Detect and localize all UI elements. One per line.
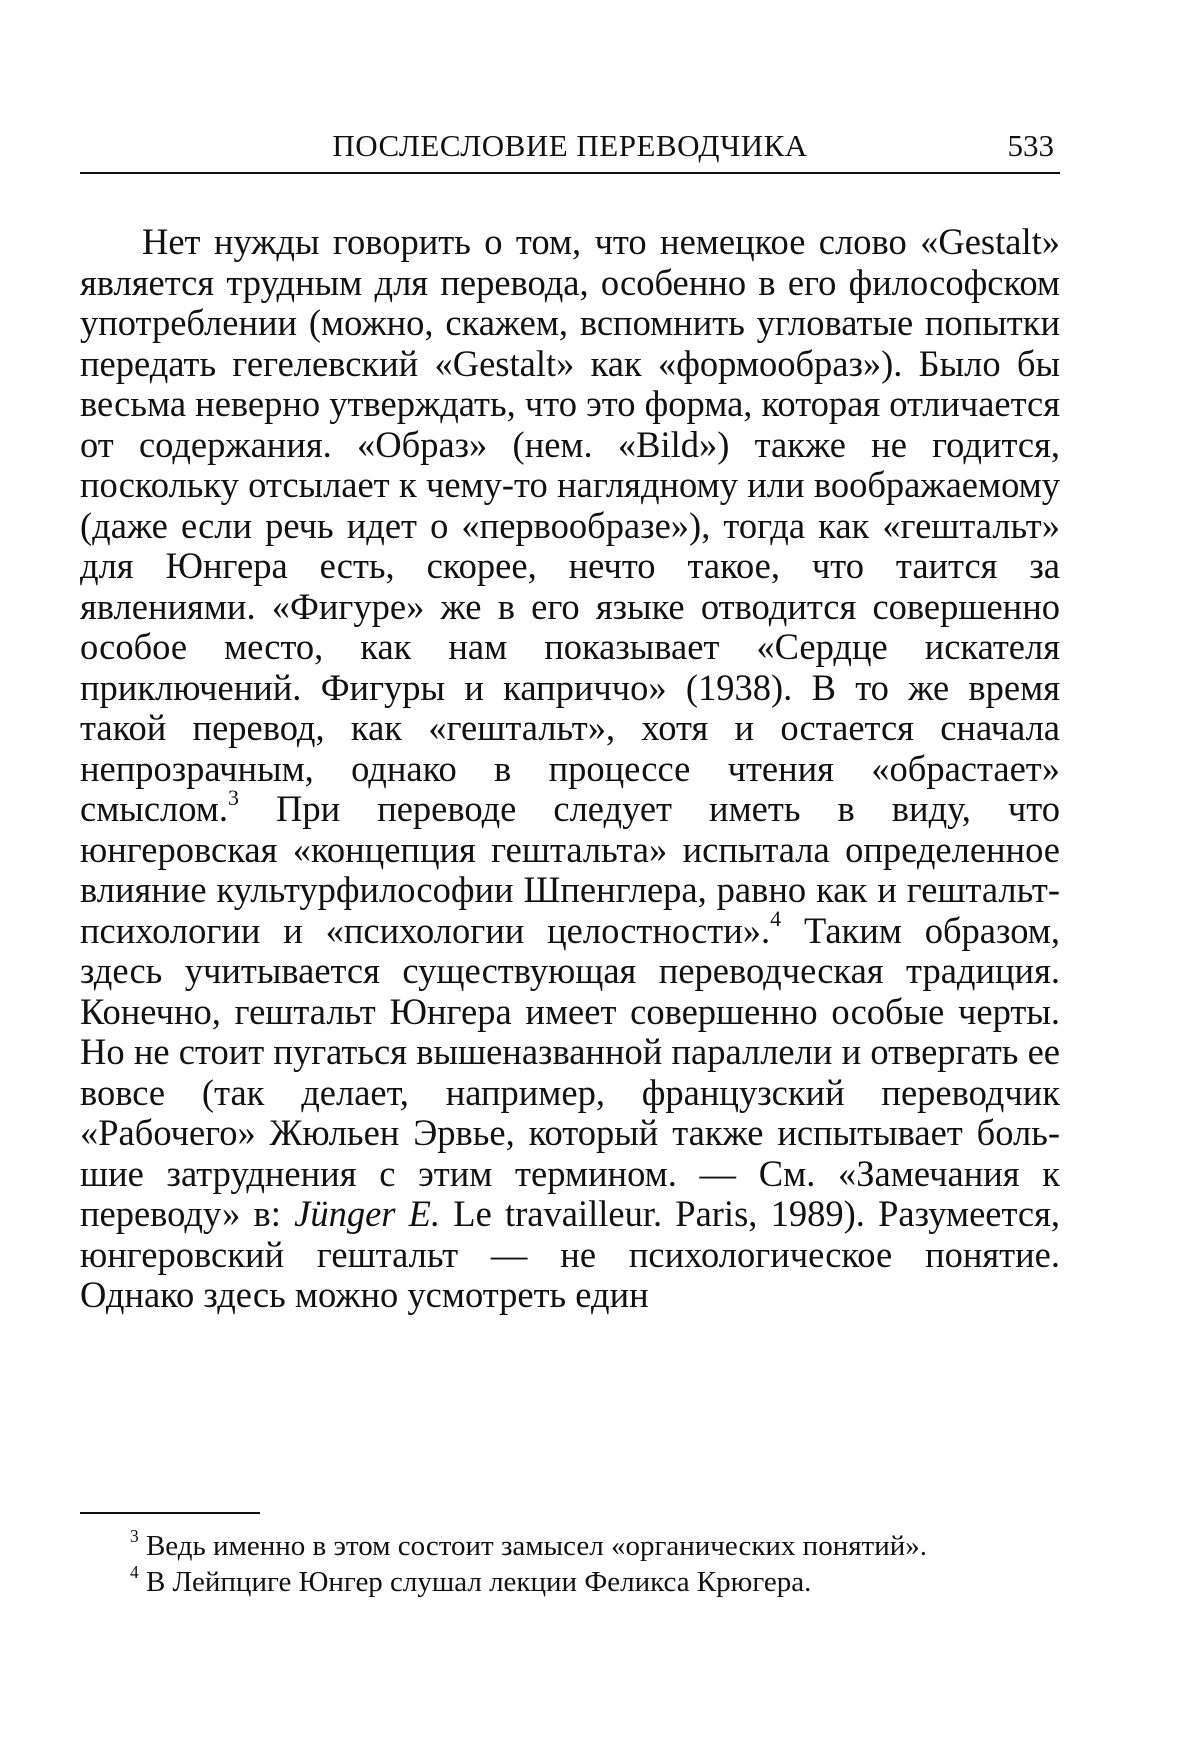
text-segment: Нет нужды говорить о том, что немецкое слово «Gestalt» является трудным для перевода, особенно в его философском употреблении (можно, скажем, вспомнить угловатые попытки передать гегелевский «Gestalt» как «формообраз»). Было бы весьма неверно утверждать, что это форма, которая отличается от содержания. «Образ» (нем. «Bild») также не годится, поскольку отсылает к чему-то наглядному или воображаемому (даже если речь идет о «первообразе»), тогда как «гештальт» для Юнгера есть, скорее, нечто такое, что таится за явлениями. «Фигуре» же в его языке отводится совершенно особое место, как нам показывает «Сердце искателя приключений. Фигуры и каприччо» (1938). В то же время такой перевод, как «гештальт», хотя и остается сначала непрозрачным, однако в процессе чтения «обрастает» смыслом. xyxy=(80,221,1060,829)
footnote-mark: 3 xyxy=(130,1525,139,1546)
footnote-text: В Лейпциге Юнгер слушал лекции Феликса Крюгера. xyxy=(138,1566,812,1598)
running-title: ПОСЛЕСЛОВИЕ ПЕРЕВОДЧИКА xyxy=(332,128,808,163)
footnote xyxy=(80,1561,1060,1600)
footnote-divider xyxy=(80,1512,260,1514)
footnote-text: Ведь именно в этом состоит замысел «органических понятий». xyxy=(138,1530,928,1562)
footnote-mark: 4 xyxy=(130,1561,139,1582)
text-segment: Le travailleur. Paris, 1989). Разумеется, юнгеровский гештальт — не психологическое понятие. Однако здесь можно усмотреть един xyxy=(80,1193,1061,1315)
text-segment: Таким образом, здесь учитывается существующая переводческая традиция. Конечно, гештальт Юнгера имеет совершенно особые черты. Но не стоит пугаться вышеназванной параллели и отвергать ее вовсе (так делает, например, французский переводчик «Рабочего» Жюльен Эрвье, который также испытывает большие затруднения с этим термином. — См. «Замечания к переводу» в: xyxy=(80,909,1060,1234)
book-page xyxy=(80,0,1060,1744)
citation-author: Jünger E. xyxy=(294,1193,441,1234)
running-header xyxy=(80,126,1060,174)
footnote xyxy=(80,1525,1060,1564)
footnotes xyxy=(80,1525,1060,1600)
footnote-reference: 4 xyxy=(770,906,782,932)
page-number: 533 xyxy=(1007,128,1054,163)
main-paragraph xyxy=(80,222,1060,1316)
text-segment: При переводе следует иметь в виду, что юнгеровская «концепция гештальта» испытала определенное влияние культурфилософии Шпенглера, равно как и гештальтпсихологии и «психологии целостности». xyxy=(80,788,1060,951)
footnote-reference: 3 xyxy=(228,784,239,810)
